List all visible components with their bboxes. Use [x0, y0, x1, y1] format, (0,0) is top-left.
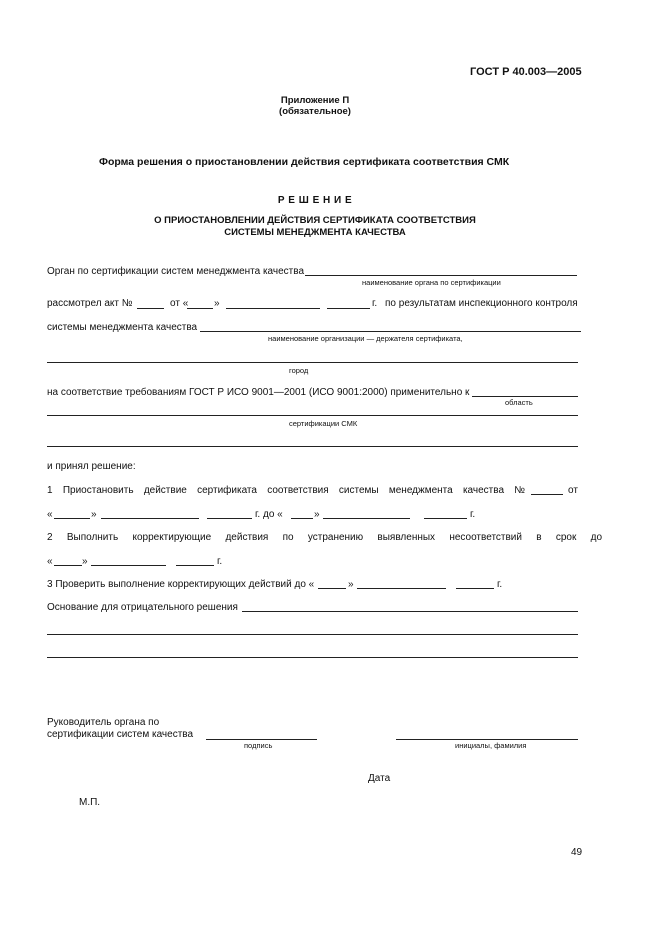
cert-area-field-2[interactable]: [47, 446, 578, 447]
act-number-field[interactable]: [137, 308, 164, 309]
cert-area-field[interactable]: [47, 415, 578, 416]
negative-basis-field-2[interactable]: [47, 634, 578, 635]
organ-hint: наименование органа по сертификации: [362, 278, 501, 287]
item2-text: 2 Выполнить корректирующие действия по устранению выявленных несоответствий в срок до: [47, 532, 603, 543]
appendix-title: Приложение П: [280, 95, 350, 106]
cert-year-field[interactable]: [207, 518, 252, 519]
check-day-field[interactable]: [318, 588, 346, 589]
holder-name-field[interactable]: [200, 331, 581, 332]
till-quote-close: »: [314, 509, 320, 520]
deadline-month-field[interactable]: [91, 565, 166, 566]
item3-quote-close: »: [348, 579, 354, 590]
organ-name-field[interactable]: [305, 275, 577, 276]
document-code: ГОСТ Р 40.003—2005: [470, 66, 582, 78]
cert-day-field[interactable]: [54, 518, 90, 519]
item1-open-quote: «: [47, 509, 53, 520]
city-field[interactable]: [47, 362, 578, 363]
form-title: Форма решения о приостановлении действия сертификата соответствия СМК: [99, 156, 510, 168]
appendix-subtitle: (обязательное): [279, 106, 351, 117]
item3-year-suffix: г.: [497, 579, 503, 590]
cert-number-field[interactable]: [531, 494, 563, 495]
negative-basis-label: Основание для отрицательного решения: [47, 602, 238, 613]
cert-month-field[interactable]: [101, 518, 199, 519]
date-label: Дата: [368, 773, 391, 784]
act-month-field[interactable]: [226, 308, 320, 309]
decision-intro: и принял решение:: [47, 461, 136, 472]
head-label-line2: сертификации систем качества: [47, 729, 194, 740]
area-field[interactable]: [472, 396, 578, 397]
item2-year-suffix: г.: [217, 556, 223, 567]
decision-subheading-2: СИСТЕМЫ МЕНЕДЖМЕНТА КАЧЕСТВА: [224, 227, 406, 238]
signature-field[interactable]: [206, 739, 317, 740]
item1-text: 1 Приостановить действие сертификата соответствия системы менеджмента качества №: [47, 485, 526, 496]
item2-quote-close: »: [82, 556, 88, 567]
till-month-field[interactable]: [323, 518, 410, 519]
act-day-field[interactable]: [187, 308, 213, 309]
deadline-year-field[interactable]: [176, 565, 214, 566]
city-hint: город: [289, 366, 309, 375]
decision-subheading-1: О ПРИОСТАНОВЛЕНИИ ДЕЙСТВИЯ СЕРТИФИКАТА СООТВЕТСТВИЯ: [154, 215, 476, 226]
compliance-text: на соответствие требованиям ГОСТ Р ИСО 9001—2001 (ИСО 9001:2000) применительно к: [47, 387, 470, 398]
negative-basis-field-3[interactable]: [47, 657, 578, 658]
holder-hint: наименование организации — держателя сертификата,: [268, 334, 463, 343]
signature-hint: подпись: [244, 741, 273, 750]
act-quote-close: »: [214, 298, 220, 309]
page-number: 49: [571, 847, 583, 858]
cert-hint: сертификации СМК: [289, 419, 358, 428]
results-text: по результатам инспекционного контроля: [385, 298, 578, 309]
decision-heading: Р Е Ш Е Н И Е: [277, 195, 353, 206]
item2-open-quote: «: [47, 556, 53, 567]
act-year-suffix: г.: [372, 298, 378, 309]
name-hint: инициалы, фамилия: [455, 741, 527, 750]
check-month-field[interactable]: [357, 588, 446, 589]
stamp-label: М.П.: [79, 797, 101, 808]
act-from-label: от «: [170, 298, 189, 309]
item3-text: 3 Проверить выполнение корректирующих действий до «: [47, 579, 315, 590]
check-year-field[interactable]: [456, 588, 494, 589]
organ-label: Орган по сертификации систем менеджмента качества: [47, 266, 305, 277]
till-year-label: г. до «: [255, 509, 283, 520]
act-reviewed-label: рассмотрел акт №: [47, 298, 133, 309]
name-field[interactable]: [396, 739, 578, 740]
deadline-day-field[interactable]: [54, 565, 82, 566]
qms-label: системы менеджмента качества: [47, 322, 198, 333]
area-hint: область: [505, 398, 533, 407]
head-label-line1: Руководитель органа по: [47, 717, 160, 728]
till-day-field[interactable]: [291, 518, 313, 519]
negative-basis-field[interactable]: [242, 611, 578, 612]
item1-quote-close: »: [91, 509, 97, 520]
item1-from: от: [568, 485, 578, 496]
till-year-field[interactable]: [424, 518, 467, 519]
till-year-suffix: г.: [470, 509, 476, 520]
act-year-field[interactable]: [327, 308, 370, 309]
